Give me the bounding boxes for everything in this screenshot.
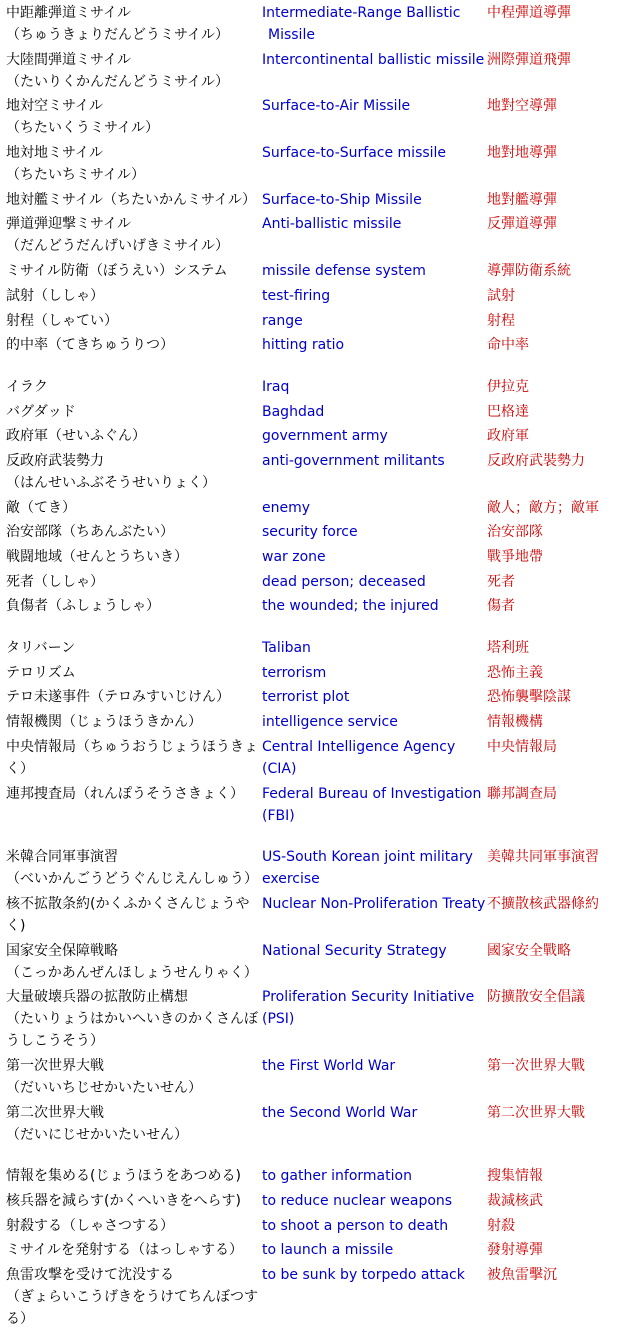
glossary-entry [6, 49, 626, 96]
english-term-text: Central Intelligence Agency (CIA) [262, 738, 456, 777]
english-term-text: Taliban [262, 640, 311, 657]
glossary-entry [6, 95, 626, 142]
japanese-term [6, 2, 262, 46]
chinese-term: 導彈防衛系統 [487, 263, 571, 280]
chinese-term: 巴格達 [487, 403, 529, 420]
glossary-entry [6, 1102, 626, 1149]
english-term-text: government army [262, 428, 388, 445]
japanese-term-text: 的中率（てきちゅうりつ） [6, 337, 174, 354]
chinese-term: 恐怖主義 [487, 664, 543, 681]
glossary-entry [6, 595, 626, 620]
japanese-term-text: 戦闘地域（せんとうちいき） [6, 549, 188, 565]
glossary-entry [6, 1264, 626, 1333]
japanese-term-text: テロ未遂事件（テロみすいじけん） [6, 689, 230, 706]
section-spacer [6, 1148, 626, 1165]
japanese-term [6, 49, 262, 93]
english-term-text: Surface-to-Air Missile [262, 98, 411, 115]
japanese-term [6, 940, 262, 984]
glossary-entry [6, 142, 626, 189]
english-term-text: intelligence service [262, 714, 398, 731]
english-term [262, 986, 487, 1030]
japanese-term [6, 142, 262, 186]
chinese-term: 第二次世界大戰 [487, 1104, 585, 1121]
glossary-entry [6, 310, 626, 335]
english-term-text: US-South Korean joint military [262, 849, 473, 866]
japanese-term-text: 中距離弾道ミサイル [6, 5, 132, 21]
glossary-section [6, 846, 626, 1148]
japanese-term-text: 大陸間弾道ミサイル [6, 51, 132, 68]
glossary-table [6, 2, 626, 1333]
chinese-term: 伊拉克 [487, 378, 529, 395]
japanese-term-text: 敵（てき） [6, 499, 76, 516]
glossary-entry [6, 1165, 626, 1190]
section-spacer [6, 829, 626, 846]
glossary-entry [6, 711, 626, 736]
glossary-entry [6, 401, 626, 426]
chinese-term: 美韓共同軍事演習 [487, 849, 599, 866]
english-term-text: terrorism [262, 664, 327, 681]
english-term [262, 546, 487, 568]
english-term [262, 1190, 487, 1212]
glossary-entry [6, 260, 626, 285]
chinese-term: 敵人；敵方；敵軍 [487, 499, 599, 516]
english-term-text: Baghdad [262, 403, 325, 420]
japanese-term [6, 497, 262, 519]
japanese-term [6, 546, 262, 568]
japanese-term [6, 1215, 262, 1237]
chinese-term: 中央情報局 [487, 738, 557, 755]
japanese-term-text: バグダッド [6, 403, 76, 420]
glossary-entry [6, 1190, 626, 1215]
japanese-term [6, 1264, 262, 1330]
english-term [262, 2, 487, 46]
chinese-term: 被魚雷擊沉 [487, 1267, 557, 1284]
glossary-entry [6, 686, 626, 711]
english-term [262, 260, 487, 282]
english-term [262, 401, 487, 423]
japanese-term-text: イラク [6, 378, 48, 395]
english-term-text: terrorist plot [262, 689, 350, 706]
english-term-text: range [262, 312, 303, 329]
chinese-term: 發射導彈 [487, 1242, 543, 1259]
english-term [262, 1215, 487, 1237]
chinese-term: 恐怖襲擊陰謀 [487, 689, 571, 706]
english-term-text: Surface-to-Surface missile [262, 145, 447, 162]
chinese-term: 防擴散安全倡議 [487, 989, 585, 1006]
japanese-term-text: 地対艦ミサイル（ちたいかんミサイル） [6, 191, 257, 208]
english-term-text: (PSI) [262, 1011, 295, 1028]
english-term-text: to shoot a person to death [262, 1217, 449, 1234]
chinese-term: 反政府武裝勢力 [487, 452, 585, 469]
english-term [262, 425, 487, 447]
japanese-reading: （ぎょらいこうげきをうけてちんぼつする） [6, 1289, 258, 1328]
english-term [262, 1055, 487, 1077]
english-term [262, 736, 487, 780]
japanese-term-text: 射程（しゃてい） [6, 312, 118, 329]
japanese-term-text: テロリズム [6, 664, 76, 681]
glossary-entry [6, 1215, 626, 1240]
english-term-text: security force [262, 524, 358, 541]
glossary-entry [6, 213, 626, 260]
english-term [262, 1102, 487, 1124]
english-term-text: Proliferation Security Initiative [262, 989, 475, 1006]
chinese-term: 反彈道導彈 [487, 216, 557, 233]
chinese-term: 中程彈道導彈 [487, 5, 571, 21]
japanese-term-text: ミサイルを発射する（はっしゃする） [6, 1242, 244, 1259]
japanese-term [6, 95, 262, 139]
glossary-entry [6, 2, 626, 49]
english-term-text: Surface-to-Ship Missile [262, 191, 422, 208]
english-term [262, 1165, 487, 1187]
glossary-entry [6, 571, 626, 596]
japanese-term-text: 反政府武装勢力 [6, 452, 104, 469]
chinese-term: 射程 [487, 312, 515, 329]
japanese-reading: （ちゅうきょりだんどうミサイル） [6, 27, 230, 43]
english-term [262, 450, 487, 472]
chinese-term: 政府軍 [487, 428, 529, 445]
japanese-term [6, 571, 262, 593]
english-term [262, 310, 487, 332]
japanese-term-text: 治安部隊（ちあんぶたい） [6, 524, 174, 541]
japanese-reading: （べいかんごうどうぐんじえんしゅう） [6, 871, 258, 888]
english-term [262, 637, 487, 659]
japanese-term [6, 736, 262, 780]
japanese-term-text: 核兵器を減らす(かくへいきをへらす) [6, 1193, 241, 1209]
japanese-term [6, 1165, 262, 1187]
chinese-term: 地對地導彈 [487, 145, 557, 162]
english-term [262, 376, 487, 398]
english-term-text: Nuclear Non-Proliferation Treaty [262, 895, 486, 912]
japanese-term [6, 783, 262, 805]
japanese-term [6, 376, 262, 398]
japanese-term [6, 334, 262, 356]
english-term [262, 893, 487, 915]
glossary-entry [6, 450, 626, 497]
chinese-term: 國家安全戰略 [487, 942, 571, 959]
chinese-term: 第一次世界大戰 [487, 1057, 585, 1074]
chinese-term: 洲際彈道飛彈 [487, 51, 571, 68]
english-term [262, 662, 487, 684]
english-term [262, 783, 487, 827]
english-term [262, 1264, 487, 1286]
english-term-text: Missile [268, 27, 315, 43]
english-term-text: Iraq [262, 378, 290, 395]
english-term-text: National Security Strategy [262, 942, 447, 959]
english-term-text: to launch a missile [262, 1242, 394, 1259]
japanese-term-text: 政府軍（せいふぐん） [6, 428, 146, 445]
japanese-term-text: 情報機関（じょうほうきかん） [6, 714, 202, 731]
japanese-term [6, 450, 262, 494]
english-term-text: the Second World War [262, 1104, 418, 1121]
japanese-term [6, 1055, 262, 1099]
japanese-term-text: 連邦捜査局（れんぽうそうさきょく） [6, 785, 244, 802]
english-term-text: to be sunk by torpedo attack [262, 1267, 465, 1284]
japanese-term [6, 213, 262, 257]
english-term-text: dead person; deceased [262, 573, 426, 590]
glossary-entry [6, 940, 626, 987]
glossary-entry [6, 1239, 626, 1264]
glossary-entry [6, 893, 626, 940]
english-term [262, 49, 487, 71]
japanese-term-text: 米韓合同軍事演習 [6, 849, 118, 866]
japanese-term-text: 死者（ししゃ） [6, 573, 104, 590]
japanese-term [6, 425, 262, 447]
english-term [262, 95, 487, 117]
japanese-term [6, 521, 262, 543]
japanese-term-text: 地対地ミサイル [6, 145, 104, 162]
glossary-entry [6, 376, 626, 401]
japanese-term [6, 260, 262, 282]
glossary-section [6, 2, 626, 359]
chinese-term: 命中率 [487, 337, 529, 354]
japanese-term [6, 401, 262, 423]
glossary-section [6, 637, 626, 829]
english-term [262, 521, 487, 543]
english-term-text: missile defense system [262, 263, 426, 280]
english-term [262, 686, 487, 708]
glossary-entry [6, 662, 626, 687]
english-term [262, 711, 487, 733]
japanese-term-text: 核不拡散条約(かくふかくさんじょうやく) [6, 895, 250, 934]
japanese-reading: （はんせいふぶそうせいりょく） [6, 474, 216, 491]
chinese-term: 治安部隊 [487, 524, 543, 541]
chinese-term: 不擴散核武器條約 [487, 895, 599, 912]
chinese-term: 塔利班 [487, 640, 529, 657]
glossary-section [6, 376, 626, 620]
chinese-term: 地對艦導彈 [487, 191, 557, 208]
english-term-text: exercise [262, 871, 320, 888]
japanese-term-text: 試射（ししゃ） [6, 287, 104, 304]
chinese-term: 裁減核武 [487, 1193, 543, 1209]
japanese-term-text: 第二次世界大戦 [6, 1104, 104, 1121]
chinese-term: 傷者 [487, 598, 515, 615]
japanese-reading: （ちたいくうミサイル） [6, 120, 160, 137]
english-term-text: enemy [262, 499, 311, 516]
glossary-entry [6, 783, 626, 830]
glossary-entry [6, 986, 626, 1055]
chinese-term: 情報機構 [487, 714, 543, 731]
japanese-term [6, 686, 262, 708]
japanese-term-text: 情報を集める(じょうほうをあつめる) [6, 1168, 241, 1185]
glossary-entry [6, 1055, 626, 1102]
english-term [262, 334, 487, 356]
japanese-term-text: 国家安全保障戦略 [6, 942, 118, 959]
english-term-text: war zone [262, 549, 326, 565]
japanese-term-text: 魚雷攻撃を受けて沈没する [6, 1267, 174, 1284]
english-term [262, 142, 487, 164]
japanese-term [6, 893, 262, 937]
japanese-term [6, 1239, 262, 1261]
japanese-reading: （こっかあんぜんほしょうせんりゃく） [6, 964, 258, 981]
japanese-term-text: 射殺する（しゃさつする） [6, 1217, 174, 1234]
japanese-term-text: 地対空ミサイル [6, 98, 104, 115]
chinese-term: 戰爭地帶 [487, 549, 543, 565]
english-term-text: test-firing [262, 287, 331, 304]
english-term [262, 189, 487, 211]
japanese-term [6, 846, 262, 890]
chinese-term: 試射 [487, 287, 515, 304]
glossary-entry [6, 497, 626, 522]
chinese-term: 搜集情報 [487, 1168, 543, 1185]
glossary-entry [6, 425, 626, 450]
japanese-term [6, 1102, 262, 1146]
japanese-term [6, 595, 262, 617]
glossary-entry [6, 546, 626, 571]
japanese-term [6, 189, 262, 211]
glossary-entry [6, 637, 626, 662]
english-term-text: Intermediate-Range Ballistic [262, 5, 461, 21]
japanese-term [6, 1190, 262, 1212]
chinese-term: 聯邦調查局 [487, 785, 557, 802]
japanese-reading: （だいいちじせかいたいせん） [6, 1079, 202, 1096]
japanese-term-text: 第一次世界大戦 [6, 1057, 104, 1074]
english-term [262, 1239, 487, 1261]
english-term [262, 285, 487, 307]
english-term-text: Federal Bureau of Investigation [262, 785, 482, 802]
english-term-text: the wounded; the injured [262, 598, 439, 615]
english-term [262, 571, 487, 593]
chinese-term: 死者 [487, 573, 515, 590]
section-spacer [6, 620, 626, 637]
japanese-reading: （たいりょうはかいへいきのかくさんぼうしこうそう） [6, 1011, 258, 1050]
glossary-entry [6, 736, 626, 783]
section-spacer [6, 359, 626, 376]
glossary-entry [6, 285, 626, 310]
glossary-entry [6, 334, 626, 359]
english-term [262, 497, 487, 519]
japanese-term-text: 中央情報局（ちゅうおうじょうほうきょく） [6, 738, 258, 777]
japanese-term-text: 負傷者（ふしょうしゃ） [6, 598, 160, 615]
chinese-term: 地對空導彈 [487, 98, 557, 115]
glossary-entry [6, 189, 626, 214]
glossary-section [6, 1165, 626, 1332]
english-term [262, 595, 487, 617]
english-term [262, 846, 487, 890]
japanese-term-text: 弾道弾迎撃ミサイル [6, 216, 132, 233]
english-term-text: hitting ratio [262, 337, 345, 354]
english-term-text: Anti-ballistic missile [262, 216, 402, 233]
japanese-term-text: ミサイル防衛（ぼうえい）システム [6, 263, 228, 280]
japanese-reading: （だんどうだんげいげきミサイル） [6, 238, 230, 255]
japanese-term [6, 662, 262, 684]
english-term [262, 940, 487, 962]
japanese-reading: （ちたいちミサイル） [6, 167, 146, 184]
japanese-term-text: タリバーン [6, 640, 76, 657]
english-term [262, 213, 487, 235]
japanese-reading: （たいりくかんだんどうミサイル） [6, 73, 230, 90]
english-term-text: to gather information [262, 1168, 412, 1185]
japanese-reading: （だいにじせかいたいせん） [6, 1126, 188, 1143]
japanese-term [6, 637, 262, 659]
english-term-text: anti-government militants [262, 452, 445, 469]
english-term-text: the First World War [262, 1057, 396, 1074]
japanese-term [6, 711, 262, 733]
japanese-term [6, 986, 262, 1052]
english-term-text: Intercontinental ballistic missile [262, 51, 485, 68]
glossary-entry [6, 521, 626, 546]
english-term-text: (FBI) [262, 807, 295, 824]
chinese-term: 射殺 [487, 1217, 515, 1234]
english-term-text: to reduce nuclear weapons [262, 1193, 453, 1209]
japanese-term [6, 310, 262, 332]
japanese-term [6, 285, 262, 307]
japanese-term-text: 大量破壊兵器の拡散防止構想 [6, 989, 188, 1006]
glossary-entry [6, 846, 626, 893]
